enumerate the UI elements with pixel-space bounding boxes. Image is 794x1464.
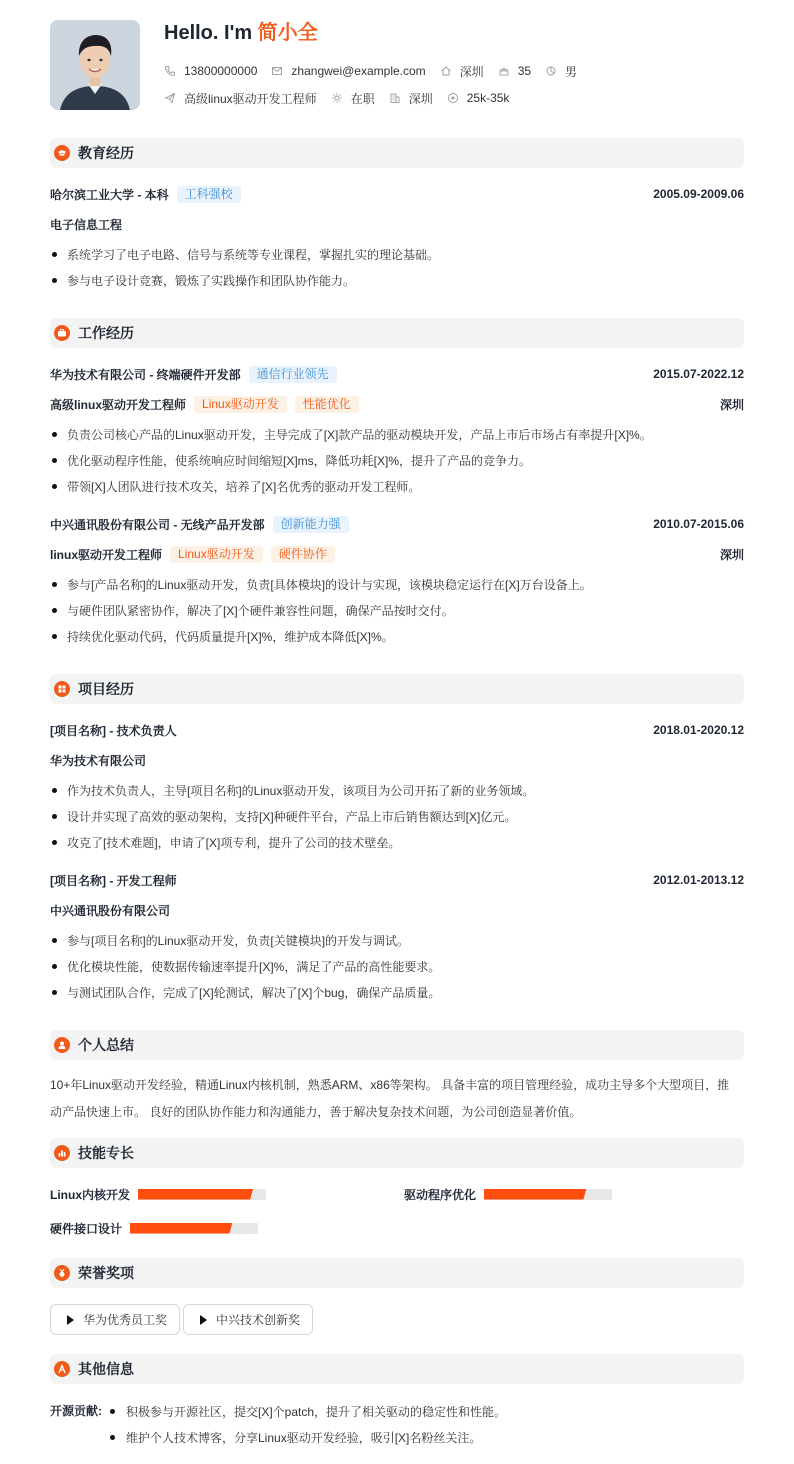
medal-icon [54, 1265, 70, 1281]
work-period: 2010.07-2015.06 [653, 517, 744, 531]
section-title: 项目经历 [78, 681, 134, 697]
skill-tag: Linux驱动开发 [194, 396, 287, 413]
summary-line: 10+年Linux驱动开发经验，精通Linux内核机制，熟悉ARM、x86等架构。 具备丰富的项目管理经验，成功主导多个大型项目，推 [50, 1078, 730, 1092]
age-text: 35 [517, 64, 532, 78]
section-projects [50, 674, 744, 704]
summary-text [50, 1072, 744, 1126]
job-title: linux驱动开发工程师 [50, 547, 163, 562]
gear-icon [331, 92, 343, 104]
school-name: 哈尔滨工业大学 - 本科 [50, 187, 169, 202]
project-header-1 [50, 721, 744, 739]
school-tag: 工科强校 [177, 186, 241, 203]
section-awards [50, 1258, 744, 1288]
greeting-text: Hello. I'm [164, 22, 258, 44]
skill-name: Linux内核开发 [50, 1187, 130, 1202]
job-title: 高级linux驱动开发工程师 [50, 397, 187, 412]
phone-text: 13800000000 [184, 64, 258, 78]
skill-bar-fill [130, 1223, 232, 1234]
list-item: 与硬件团队紧密协作，解决了[X]个硬件兼容性问题，确保产品按时交付。 [50, 601, 744, 619]
send-icon [164, 92, 176, 104]
section-title: 荣誉奖项 [78, 1265, 134, 1281]
award-item[interactable] [50, 1304, 180, 1335]
award-label: 中兴技术创新奖 [216, 1313, 301, 1327]
project-name: [项目名称] - 技术负责人 [50, 723, 177, 738]
list-item: 攻克了[技术难题]，申请了[X]项专利，提升了公司的技术壁垒。 [50, 833, 744, 851]
status-info [331, 90, 375, 107]
list-item: 负责公司核心产品的Linux驱动开发，主导完成了[X]款产品的驱动模块开发，产品上市后市场占有率提升[X]%。 [50, 425, 744, 443]
list-item: 优化驱动程序性能，使系统响应时间缩短[X]ms，降低功耗[X]%，提升了产品的竞争力。 [50, 451, 744, 469]
salary-text: 25k-35k [466, 91, 510, 105]
list-item: 持续优化驱动代码，代码质量提升[X]%，维护成本降低[X]%。 [50, 627, 744, 645]
project-period: 2018.01-2020.12 [653, 723, 744, 737]
section-title: 工作经历 [78, 325, 134, 341]
other-label: 开源贡献: [50, 1404, 102, 1418]
bar-chart-icon [54, 1145, 70, 1161]
skill-bar [138, 1189, 266, 1200]
project-company-2 [50, 901, 744, 919]
expected-city-info [389, 90, 433, 107]
section-skills [50, 1138, 744, 1168]
expected-city-text: 深圳 [408, 91, 433, 106]
age-info [498, 64, 531, 78]
gender-info [545, 63, 577, 80]
work-title-2 [50, 545, 744, 563]
list-item: 与测试团队合作，完成了[X]轮测试，解决了[X]个bug，确保产品质量。 [50, 983, 744, 1001]
list-item: 积极参与开源社区，提交[X]个patch，提升了相关驱动的稳定性和性能。 [110, 1402, 744, 1420]
home-icon [440, 65, 452, 77]
avatar [50, 20, 140, 110]
cake-icon [498, 65, 510, 77]
letter-a-icon [54, 1361, 70, 1377]
award-label: 华为优秀员工奖 [83, 1313, 168, 1327]
gender-text: 男 [565, 64, 578, 79]
list-item: 设计并实现了高效的驱动架构，支持[X]种硬件平台，产品上市后销售额达到[X]亿元。 [50, 807, 744, 825]
mail-icon [271, 65, 283, 77]
project-header-2 [50, 871, 744, 889]
project-company-1 [50, 751, 744, 769]
skill-tag: 硬件协作 [271, 546, 335, 563]
project-name: [项目名称] - 开发工程师 [50, 873, 177, 888]
email-info [271, 64, 425, 78]
work-period: 2015.07-2022.12 [653, 367, 744, 381]
list-item: 参与[产品名称]的Linux驱动开发，负责[具体模块]的设计与实现，该模块稳定运行在[X]万台设备上。 [50, 575, 744, 593]
skill-item [404, 1185, 612, 1203]
city-info [440, 63, 484, 80]
skill-name: 硬件接口设计 [50, 1221, 123, 1236]
salary-info [447, 91, 510, 105]
company-name: 中兴通讯股份有限公司 - 无线产品开发部 [50, 517, 265, 532]
user-icon [54, 1037, 70, 1053]
graduation-cap-icon [54, 145, 70, 161]
play-icon [200, 1315, 207, 1325]
coin-icon [447, 92, 459, 104]
status-text: 在职 [350, 91, 375, 106]
list-item: 带领[X]人团队进行技术攻关，培养了[X]名优秀的驱动开发工程师。 [50, 477, 744, 495]
avatar-portrait [50, 20, 140, 110]
job-row [164, 89, 523, 107]
play-icon [67, 1315, 74, 1325]
skill-tag: Linux驱动开发 [170, 546, 263, 563]
skill-tag: 性能优化 [295, 396, 359, 413]
section-title: 其他信息 [78, 1361, 134, 1377]
project-period: 2012.01-2013.12 [653, 873, 744, 887]
list-item: 参与电子设计竞赛，锻炼了实践操作和团队协作能力。 [50, 271, 744, 289]
list-item: 参与[项目名称]的Linux驱动开发，负责[关键模块]的开发与调试。 [50, 931, 744, 949]
skill-item [50, 1219, 258, 1237]
job-location: 深圳 [719, 547, 744, 562]
skill-name: 驱动程序优化 [404, 1187, 477, 1202]
list-item: 系统学习了电子电路、信号与系统等专业课程，掌握扎实的理论基础。 [50, 245, 744, 263]
major-row [50, 215, 744, 233]
building-icon [389, 92, 401, 104]
phone-icon [164, 65, 176, 77]
summary-line: 动产品快速上市。 良好的团队协作能力和沟通能力，善于解决复杂技术问题，为公司创造显著价值。 [50, 1105, 582, 1119]
project-company: 华为技术有限公司 [50, 753, 147, 768]
work-header-1 [50, 365, 744, 383]
work-header-2 [50, 515, 744, 533]
skill-bar-fill [484, 1189, 586, 1200]
city-text: 深圳 [459, 64, 484, 79]
skill-bar [484, 1189, 612, 1200]
company-tag: 创新能力强 [273, 516, 349, 533]
email-text: zhangwei@example.com [291, 64, 426, 78]
company-name: 华为技术有限公司 - 终端硬件开发部 [50, 367, 241, 382]
contact-row [164, 62, 591, 80]
resume-header [50, 20, 744, 110]
section-title: 教育经历 [78, 145, 134, 161]
section-education [50, 138, 744, 168]
education-header [50, 185, 744, 203]
greeting-title [164, 20, 318, 46]
position-info [164, 90, 317, 107]
major-name: 电子信息工程 [50, 217, 123, 232]
project-company: 中兴通讯股份有限公司 [50, 903, 171, 918]
section-work [50, 318, 744, 348]
briefcase-icon [54, 325, 70, 341]
skill-bar-fill [138, 1189, 253, 1200]
skill-bar [130, 1223, 258, 1234]
company-tag: 通信行业领先 [249, 366, 337, 383]
section-summary [50, 1030, 744, 1060]
education-period: 2005.09-2009.06 [653, 187, 744, 201]
list-item: 作为技术负责人，主导[项目名称]的Linux驱动开发，该项目为公司开拓了新的业务领域。 [50, 781, 744, 799]
skill-item [50, 1185, 266, 1203]
list-item: 维护个人技术博客，分享Linux驱动开发经验，吸引[X]名粉丝关注。 [110, 1428, 744, 1446]
grid-icon [54, 681, 70, 697]
section-title: 个人总结 [78, 1037, 134, 1053]
list-item: 优化模块性能，使数据传输速率提升[X]%，满足了产品的高性能要求。 [50, 957, 744, 975]
phone-info [164, 64, 257, 78]
section-title: 技能专长 [78, 1145, 134, 1161]
gender-icon [545, 65, 557, 77]
position-text: 高级linux驱动开发工程师 [184, 91, 317, 106]
work-title-1 [50, 395, 744, 413]
candidate-name: 简小全 [257, 22, 318, 44]
award-item[interactable] [183, 1304, 313, 1335]
section-other [50, 1354, 744, 1384]
job-location: 深圳 [719, 397, 744, 412]
